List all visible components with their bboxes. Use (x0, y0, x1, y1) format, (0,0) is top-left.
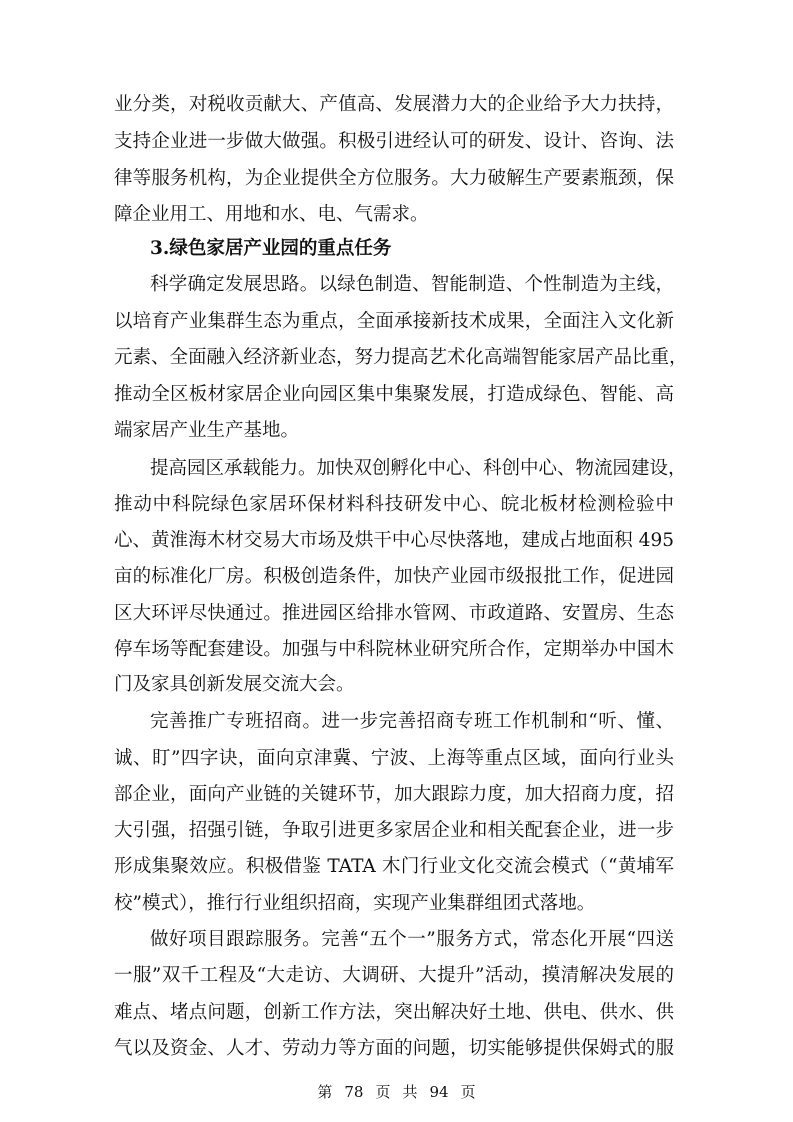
page-number-footer (0, 1082, 793, 1102)
text-line: 停车场等配套建设。加强与中科院林业研究所合作，定期举办中国木 (114, 639, 674, 660)
text-line: 形成集聚效应。积极借鉴 TATA 木门行业文化交流会模式（“黄埔军 (114, 856, 674, 877)
text-line: 提高园区承载能力。加快双创孵化中心、科创中心、物流园建设， (150, 458, 687, 479)
text-line: 做好项目跟踪服务。完善“五个一”服务方式，常态化开展“四送 (150, 929, 674, 950)
footer-word: 页 (460, 1083, 476, 1101)
text-line: 障企业用工、用地和水、电、气需求。 (114, 204, 429, 225)
text-line: 律等服务机构，为企业提供全方位服务。大力破解生产要素瓶颈，保 (114, 168, 674, 189)
total-page-number: 94 (429, 1083, 449, 1101)
text-line: 区大环评尽快通过。推进园区给排水管网、市政道路、安置房、生态 (114, 603, 674, 624)
text-line: 门及家具创新发展交流大会。 (114, 674, 355, 695)
text-line: 难点、堵点问题，创新工作方法，突出解决好土地、供电、供水、供 (114, 1002, 674, 1023)
text-line: 推动中科院绿色家居环保材料科技研发中心、皖北板材检测检验中 (114, 494, 674, 515)
section-heading: 3.绿色家居产业园的重点任务 (150, 238, 392, 259)
footer-word: 共 (402, 1083, 418, 1101)
text-line: 端家居产业生产基地。 (114, 420, 300, 441)
text-line: 诚、盯”四字诀，面向京津冀、宁波、上海等重点区域，面向行业头 (114, 748, 674, 769)
text-line: 以培育产业集群生态为重点，全面承接新技术成果，全面注入文化新 (114, 311, 674, 332)
current-page-number: 78 (344, 1083, 364, 1101)
text-line: 完善推广专班招商。进一步完善招商专班工作机制和“听、懂、 (150, 711, 674, 732)
footer-word: 第 (317, 1083, 333, 1101)
footer-word: 页 (375, 1083, 391, 1101)
text-line: 一服”双千工程及“大走访、大调研、大提升”活动，摸清解决发展的 (114, 965, 674, 986)
text-line: 校”模式），推行行业组织招商，实现产业集群组团式落地。 (114, 893, 596, 914)
text-line: 大引强，招强引链，争取引进更多家居企业和相关配套企业，进一步 (114, 820, 674, 841)
text-line: 气以及资金、人才、劳动力等方面的问题，切实能够提供保姆式的服 (114, 1038, 674, 1059)
text-line: 元素、全面融入经济新业态，努力提高艺术化高端智能家居产品比重， (114, 347, 688, 368)
text-line: 科学确定发展思路。以绿色制造、智能制造、个性制造为主线， (150, 274, 674, 295)
text-line: 部企业，面向产业链的关键环节，加大跟踪力度，加大招商力度，招 (114, 784, 674, 805)
text-line: 推动全区板材家居企业向园区集中集聚发展，打造成绿色、智能、高 (114, 384, 674, 405)
text-line: 业分类，对税收贡献大、产值高、发展潜力大的企业给予大力扶持， (114, 94, 674, 115)
text-line: 亩的标准化厂房。积极创造条件，加快产业园市级报批工作，促进园 (114, 566, 674, 587)
text-line: 支持企业进一步做大做强。积极引进经认可的研发、设计、咨询、法 (114, 131, 674, 152)
text-line: 心、黄淮海木材交易大市场及烘干中心尽快落地，建成占地面积 495 (114, 530, 674, 551)
